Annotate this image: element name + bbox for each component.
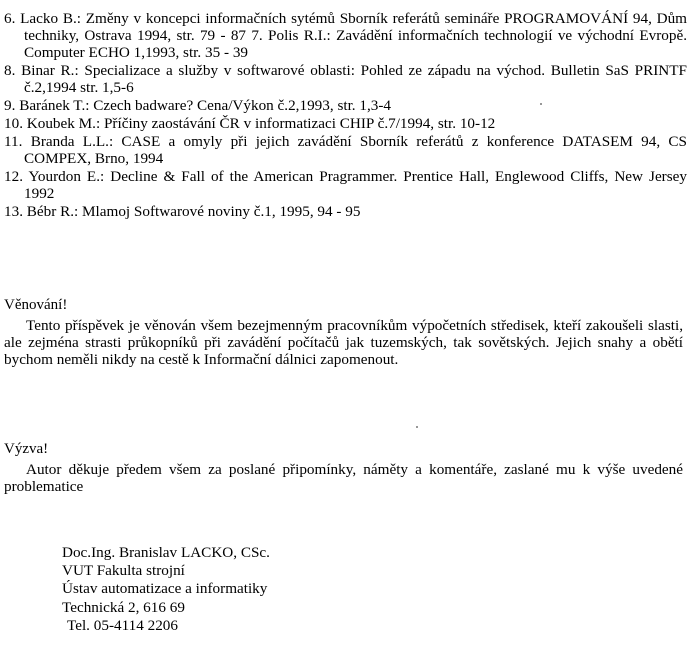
call-paragraph — [4, 461, 683, 495]
dedication-title: Věnování! — [4, 297, 68, 313]
dedication-paragraph — [4, 317, 683, 368]
reference-item — [4, 168, 687, 202]
author-faculty: VUT Fakulta strojní — [62, 562, 185, 580]
author-address — [62, 544, 270, 635]
reference-text: Bébr R.: Mlamoj Softwarové noviny č.1, 1995, 94 - 95 — [26, 203, 361, 220]
author-phone: Tel. 05-4114 2206 — [67, 616, 178, 634]
reference-number: 6. — [4, 10, 16, 27]
scan-speck — [540, 103, 542, 105]
reference-number: 12. — [4, 168, 23, 185]
reference-item — [4, 62, 687, 96]
reference-list — [4, 10, 687, 221]
author-institute: Ústav automatizace a informatiky — [62, 580, 268, 598]
reference-number: 11. — [4, 133, 23, 150]
reference-item — [4, 10, 687, 61]
reference-number: 9. — [4, 97, 16, 114]
author-street: Technická 2, 616 69 — [62, 598, 185, 616]
reference-number: 13. — [4, 203, 23, 220]
author-name: Doc.Ing. Branislav LACKO, CSc. — [62, 544, 270, 561]
reference-number: 8. — [4, 62, 16, 79]
reference-text: Branda L.L.: CASE a omyly při jejich zavádění Sborník referátů z konference DATASEM 94, CS COMPEX, Brno, 1994 — [24, 133, 688, 167]
reference-number: 10. — [4, 115, 23, 132]
dedication-text: Tento příspěvek je věnován všem bezejmenným pracovníkům výpočetních středisek, kteří zakoušeli slasti, ale zejména strasti průkopníků při zavádění počítačů jak tuzemských, tak sovětských. Jejich snahy a obětí bychom neměli nikdy na cestě k Informační dálnici zapomenout. — [4, 317, 683, 368]
reference-item — [4, 133, 687, 167]
reference-text: Baránek T.: Czech badware? Cena/Výkon č.2,1993, str. 1,3-4 — [19, 97, 392, 114]
reference-text: Koubek M.: Příčiny zaostávání ČR v informatizaci CHIP č.7/1994, str. 10-12 — [26, 115, 496, 132]
reference-item — [4, 97, 687, 114]
reference-item — [4, 115, 687, 132]
scan-speck — [416, 426, 418, 428]
call-text: Autor děkuje předem všem za poslané připomínky, náměty a komentáře, zaslané mu k výše uvedené problematice — [4, 461, 683, 495]
reference-text: Lacko B.: Změny v koncepci informačních sytémů Sborník referátů semináře PROGRAMOVÁNÍ 94, Dům techniky, Ostrava 1994, str. 79 - 87 7. Polis R.I.: Zavádění informačních technologií ve východní Evropě. Computer ECHO 1,1993, str. 35 - 39 — [20, 10, 687, 61]
reference-item — [4, 203, 687, 220]
reference-text: Binar R.: Specializace a služby v softwarové oblasti: Pohled ze západu na východ. Bulletin SaS PRINTF č.2,1994 str. 1,5-6 — [21, 62, 687, 96]
call-title: Výzva! — [4, 441, 49, 457]
reference-text: Yourdon E.: Decline & Fall of the American Pragrammer. Prentice Hall, Englewood Cliffs, New Jersey 1992 — [24, 168, 687, 202]
